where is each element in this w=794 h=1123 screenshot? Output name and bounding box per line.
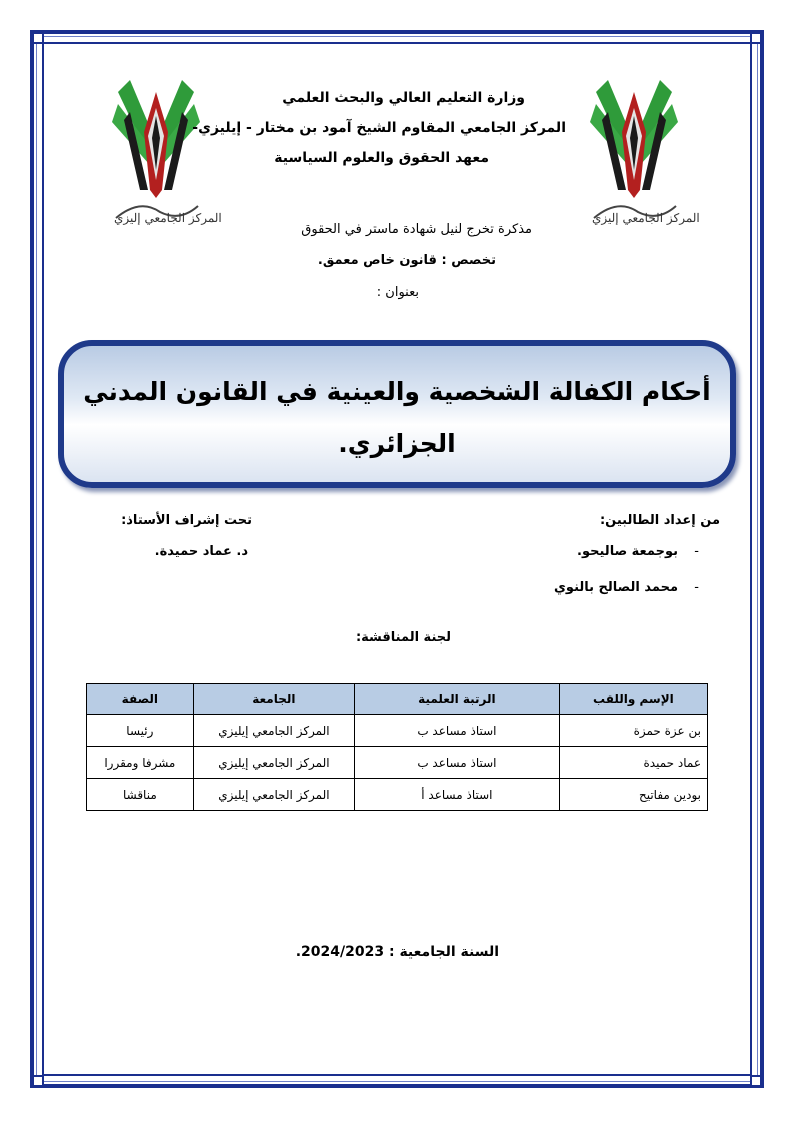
- border-corner-top-right: [750, 32, 762, 44]
- member-name: عماد حميدة: [559, 747, 707, 779]
- institute-name: معهد الحقوق والعلوم السياسية: [274, 150, 489, 166]
- thesis-title-line-1: أحكام الكفالة الشخصية والعينية في القانون المدني: [83, 377, 711, 406]
- border-corner-bottom-right: [750, 1075, 762, 1087]
- member-role: مناقشا: [87, 779, 194, 811]
- column-header-university: الجامعة: [193, 684, 354, 715]
- university-logo-left: [110, 72, 222, 232]
- committee-table: [86, 683, 708, 811]
- committee-label: لجنة المناقشة:: [355, 630, 451, 645]
- column-header-rank: الرتبة العلمية: [355, 684, 560, 715]
- table-row: [87, 715, 708, 747]
- member-rank: استاذ مساعد أ: [355, 779, 560, 811]
- table-row: [87, 747, 708, 779]
- member-university: المركز الجامعي إيليزي: [193, 715, 354, 747]
- student-name: بوجمعة صاليحو.: [577, 544, 678, 559]
- title-label: بعنوان :: [376, 285, 419, 300]
- border-corner-top-left: [32, 32, 44, 44]
- university-center-name: المركز الجامعي المقاوم الشيخ آمود بن مختار - إيليزي-: [192, 120, 566, 136]
- thesis-title: [80, 366, 714, 470]
- supervisor-name: د. عماد حميدة.: [154, 544, 248, 559]
- member-rank: استاذ مساعد ب: [355, 715, 560, 747]
- table-row: [87, 779, 708, 811]
- member-role: رئيسا: [87, 715, 194, 747]
- thesis-title-line-2: الجزائري.: [338, 429, 456, 458]
- logo-caption-left: المركز الجامعي إليزي: [114, 211, 222, 225]
- member-name: بودين مفاتيح: [559, 779, 707, 811]
- column-header-name: الإسم واللقب: [559, 684, 707, 715]
- student-bullet: -: [694, 580, 699, 595]
- university-logo-right: [588, 72, 700, 232]
- university-emblem-icon: [588, 72, 680, 232]
- column-header-role: الصفة: [87, 684, 194, 715]
- member-name: بن عزة حمزة: [559, 715, 707, 747]
- degree-line: مذكرة تخرج لنيل شهادة ماستر في الحقوق: [301, 222, 532, 237]
- border-corner-bottom-left: [32, 1075, 44, 1087]
- ministry-name: وزارة التعليم العالي والبحث العلمي: [282, 90, 525, 106]
- logo-caption-right: المركز الجامعي إليزي: [592, 211, 700, 225]
- member-rank: استاذ مساعد ب: [355, 747, 560, 779]
- student-bullet: -: [694, 544, 699, 559]
- student-name: محمد الصالح بالنوي: [554, 580, 678, 595]
- academic-year: السنة الجامعية : 2024/2023.: [295, 944, 499, 960]
- committee-header-row: [87, 684, 708, 715]
- member-role: مشرفا ومقررا: [87, 747, 194, 779]
- university-emblem-icon: [110, 72, 202, 232]
- supervisor-label: تحت إشراف الأستاذ:: [121, 513, 252, 528]
- member-university: المركز الجامعي إيليزي: [193, 747, 354, 779]
- students-label: من إعداد الطالبين:: [599, 513, 720, 528]
- member-university: المركز الجامعي إيليزي: [193, 779, 354, 811]
- specialty-line: تخصص : قانون خاص معمق.: [317, 253, 496, 268]
- thesis-title-box: [58, 340, 736, 488]
